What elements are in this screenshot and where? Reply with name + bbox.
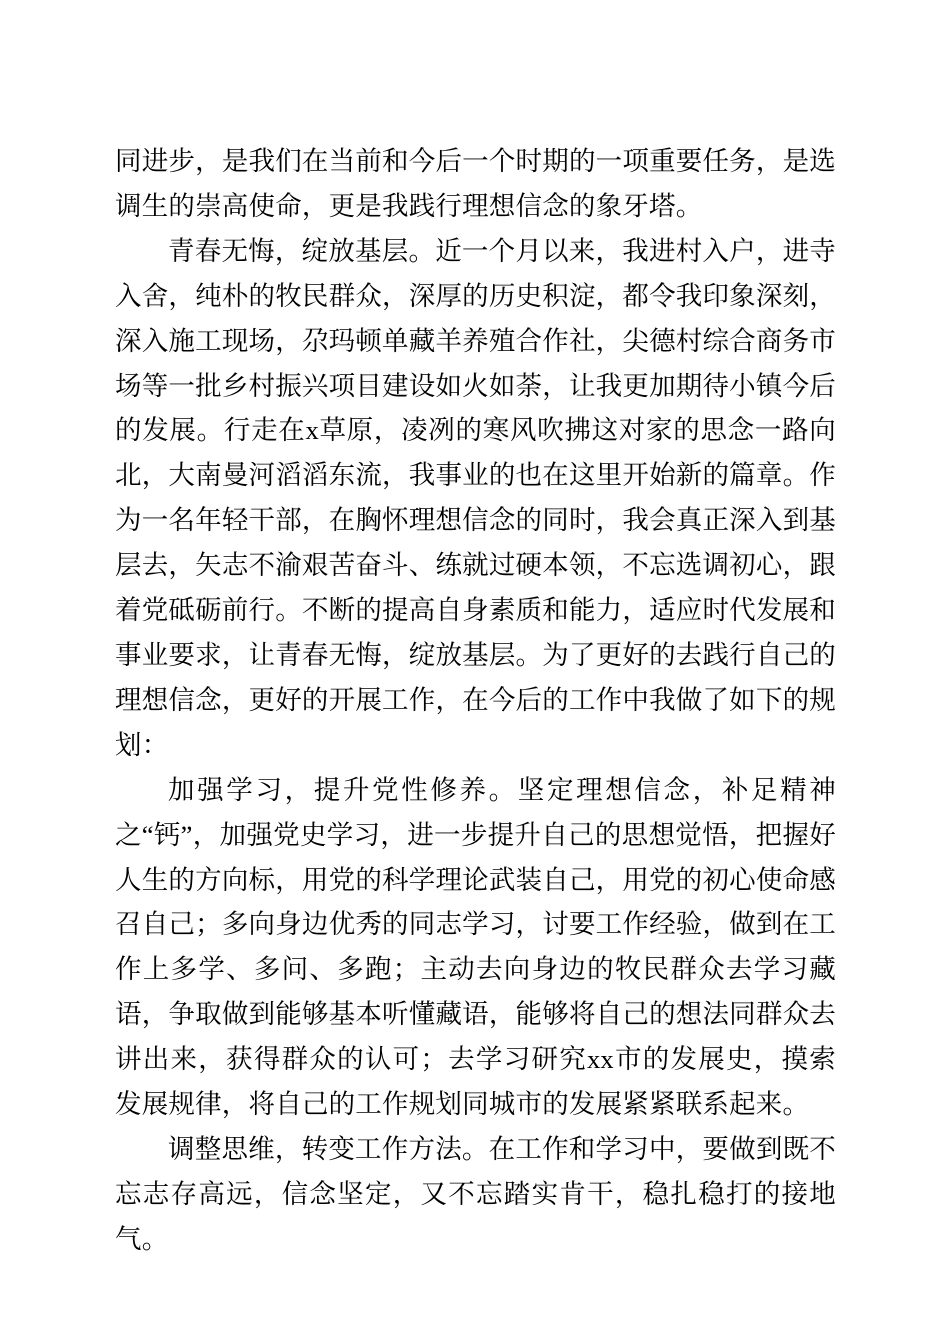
- paragraph-continuation: 同进步，是我们在当前和今后一个时期的一项重要任务，是选调生的崇高使命，更是我践行理想信念的象牙塔。: [115, 146, 836, 221]
- paragraph-adjust-thinking: 调整思维，转变工作方法。在工作和学习中，要做到既不忘志存高远，信念坚定，又不忘踏实肯干，稳扎稳打的接地气。: [115, 1133, 836, 1254]
- paragraph-strengthen-study: 加强学习，提升党性修养。坚定理想信念，补足精神之“钙”，加强党史学习，进一步提升自己的思想觉悟，把握好人生的方向标，用党的科学理论武装自己，用党的初心使命感召自己；多向身边优秀的同志学习，讨要工作经验，做到在工作上多学、多问、多跑；主动去向身边的牧民群众去学习藏语，争取做到能够基本听懂藏语，能够将自己的想法同群众去讲出来，获得群众的认可；去学习研究xx市的发展史，摸索发展规律，将自己的工作规划同城市的发展紧紧联系起来。: [115, 774, 836, 1120]
- paragraph-youth-grassroots: 青春无悔，绽放基层。近一个月以来，我进村入户，进寺入舍，纯朴的牧民群众，深厚的历史积淀，都令我印象深刻，深入施工现场，尕玛顿单藏羊养殖合作社，尖德村综合商务市场等一批乡村振兴项目建设如火如荼，让我更加期待小镇今后的发展。行走在x草原，凌冽的寒风吹拂这对家的思念一路向北，大南曼河滔滔东流，我事业的也在这里开始新的篇章。作为一名年轻干部，在胸怀理想信念的同时，我会真正深入到基层去，矢志不渝艰苦奋斗、练就过硬本领，不忘选调初心，跟着党砥砺前行。不断的提高自身素质和能力，适应时代发展和事业要求，让青春无悔，绽放基层。为了更好的去践行自己的理想信念，更好的开展工作，在今后的工作中我做了如下的规划：: [115, 235, 836, 760]
